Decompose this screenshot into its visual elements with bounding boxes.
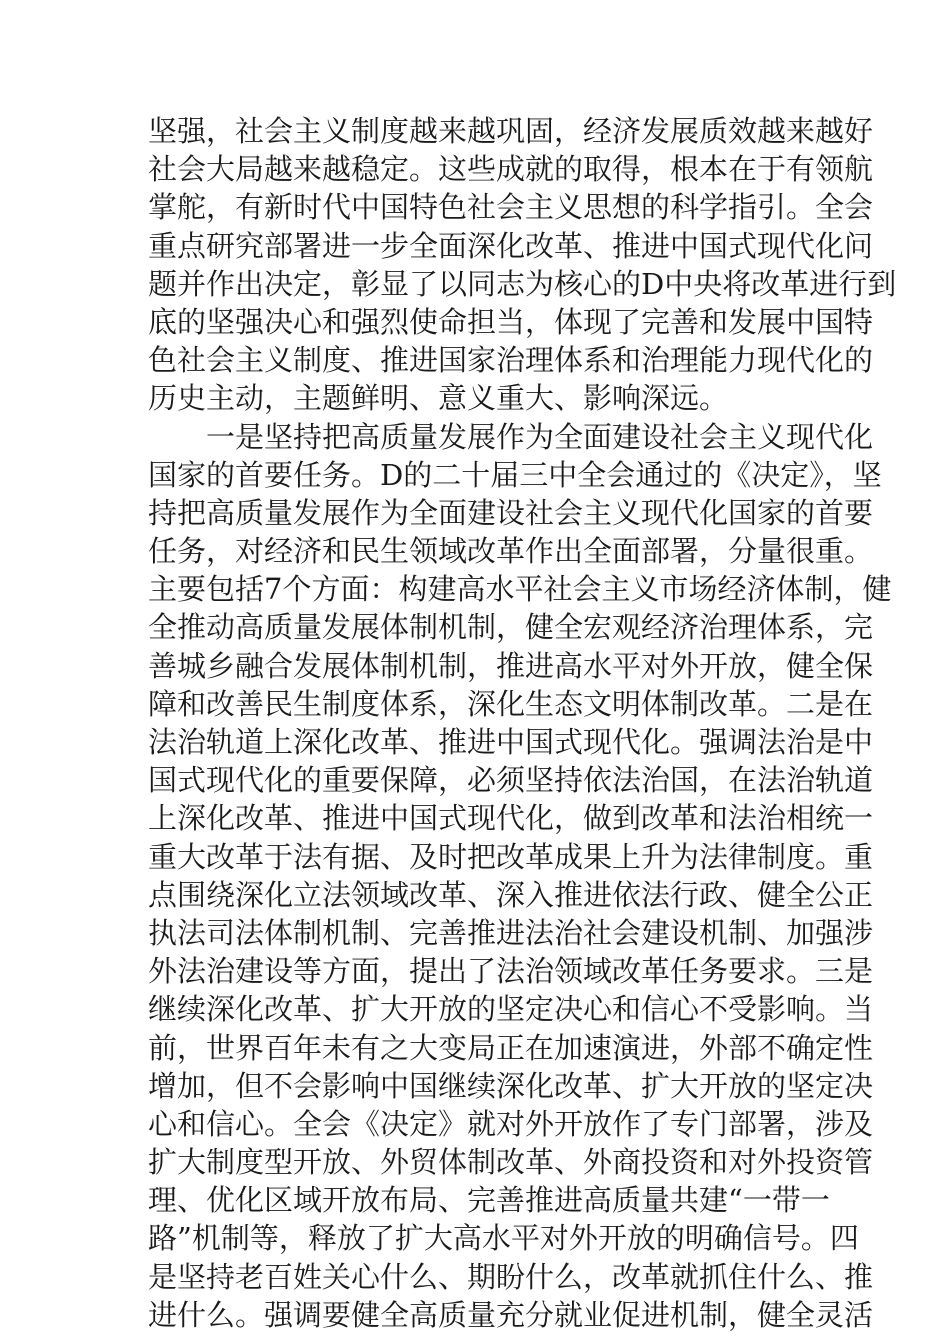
text-line: 障和改善民生制度体系，深化生态文明体制改革。二是在 [148,686,874,721]
text-line: 主要包括7个方面：构建高水平社会主义市场经济体制，健 [148,572,892,607]
text-line: 前，世界百年未有之大变局正在加速演进，外部不确定性 [148,1030,874,1065]
text-line: 继续深化改革、扩大开放的坚定决心和信心不受影响。当 [148,992,874,1027]
text-line: 坚强，社会主义制度越来越巩固，经济发展质效越来越好 [148,114,874,148]
text-line: 国家的首要任务。D的二十届三中全会通过的《决定》，坚 [148,457,882,492]
text-line: 点围绕深化立法领域改革、深入推进依法行政、健全公正 [148,877,874,912]
text-line: 掌舵，有新时代中国特色社会主义思想的科学指引。全会 [148,190,874,225]
text-line: 执法司法体制机制、完善推进法治社会建设机制、加强涉 [148,915,874,950]
text-line: 扩大制度型开放、外贸体制改革、外商投资和对外投资管 [148,1145,874,1180]
text-line: 色社会主义制度、推进国家治理体系和治理能力现代化的 [148,343,874,378]
text-line: 是坚持老百姓关心什么、期盼什么，改革就抓住什么、推 [148,1259,874,1294]
text-line: 历史主动，主题鲜明、意义重大、影响深远。 [148,381,729,416]
text-line: 理、优化区域开放布局、完善推进高质量共建“一带一 [148,1183,830,1218]
body-text [148,112,897,1334]
text-line: 增加，但不会影响中国继续深化改革、扩大开放的坚定决 [148,1068,874,1103]
text-line: 持把高质量发展作为全面建设社会主义现代化国家的首要 [148,495,874,530]
text-line: 法治轨道上深化改革、推进中国式现代化。强调法治是中 [148,725,874,759]
text-line: 任务，对经济和民生领域改革作出全面部署，分量很重。 [148,534,874,569]
text-line: 外法治建设等方面，提出了法治领域改革任务要求。三是 [148,954,874,989]
text-line: 善城乡融合发展体制机制，推进高水平对外开放，健全保 [148,648,874,683]
text-line: 重大改革于法有据、及时把改革成果上升为法律制度。重 [148,839,874,874]
text-line: 路”机制等，释放了扩大高水平对外开放的明确信号。四 [148,1221,859,1256]
text-line: 心和信心。全会《决定》就对外开放作了专门部署，涉及 [148,1106,874,1141]
text-line: 全推动高质量发展体制机制，健全宏观经济治理体系，完 [148,610,874,645]
text-line: 社会大局越来越稳定。这些成就的取得，根本在于有领航 [148,152,874,187]
text-line: 进什么。强调要健全高质量充分就业促进机制，健全灵活 [148,1297,874,1332]
text-line: 重点研究部署进一步全面深化改革、推进中国式现代化问 [148,228,874,263]
text-line: 一是坚持把高质量发展作为全面建设社会主义现代化 [206,419,874,454]
text-line: 国式现代化的重要保障，必须坚持依法治国，在法治轨道 [148,763,874,798]
text-line: 题并作出决定，彰显了以同志为核心的D中央将改革进行到 [148,266,897,301]
text-line: 底的坚强决心和强烈使命担当，体现了完善和发展中国特 [148,304,874,339]
text-line: 上深化改革、推进中国式现代化，做到改革和法治相统一 [148,801,874,836]
